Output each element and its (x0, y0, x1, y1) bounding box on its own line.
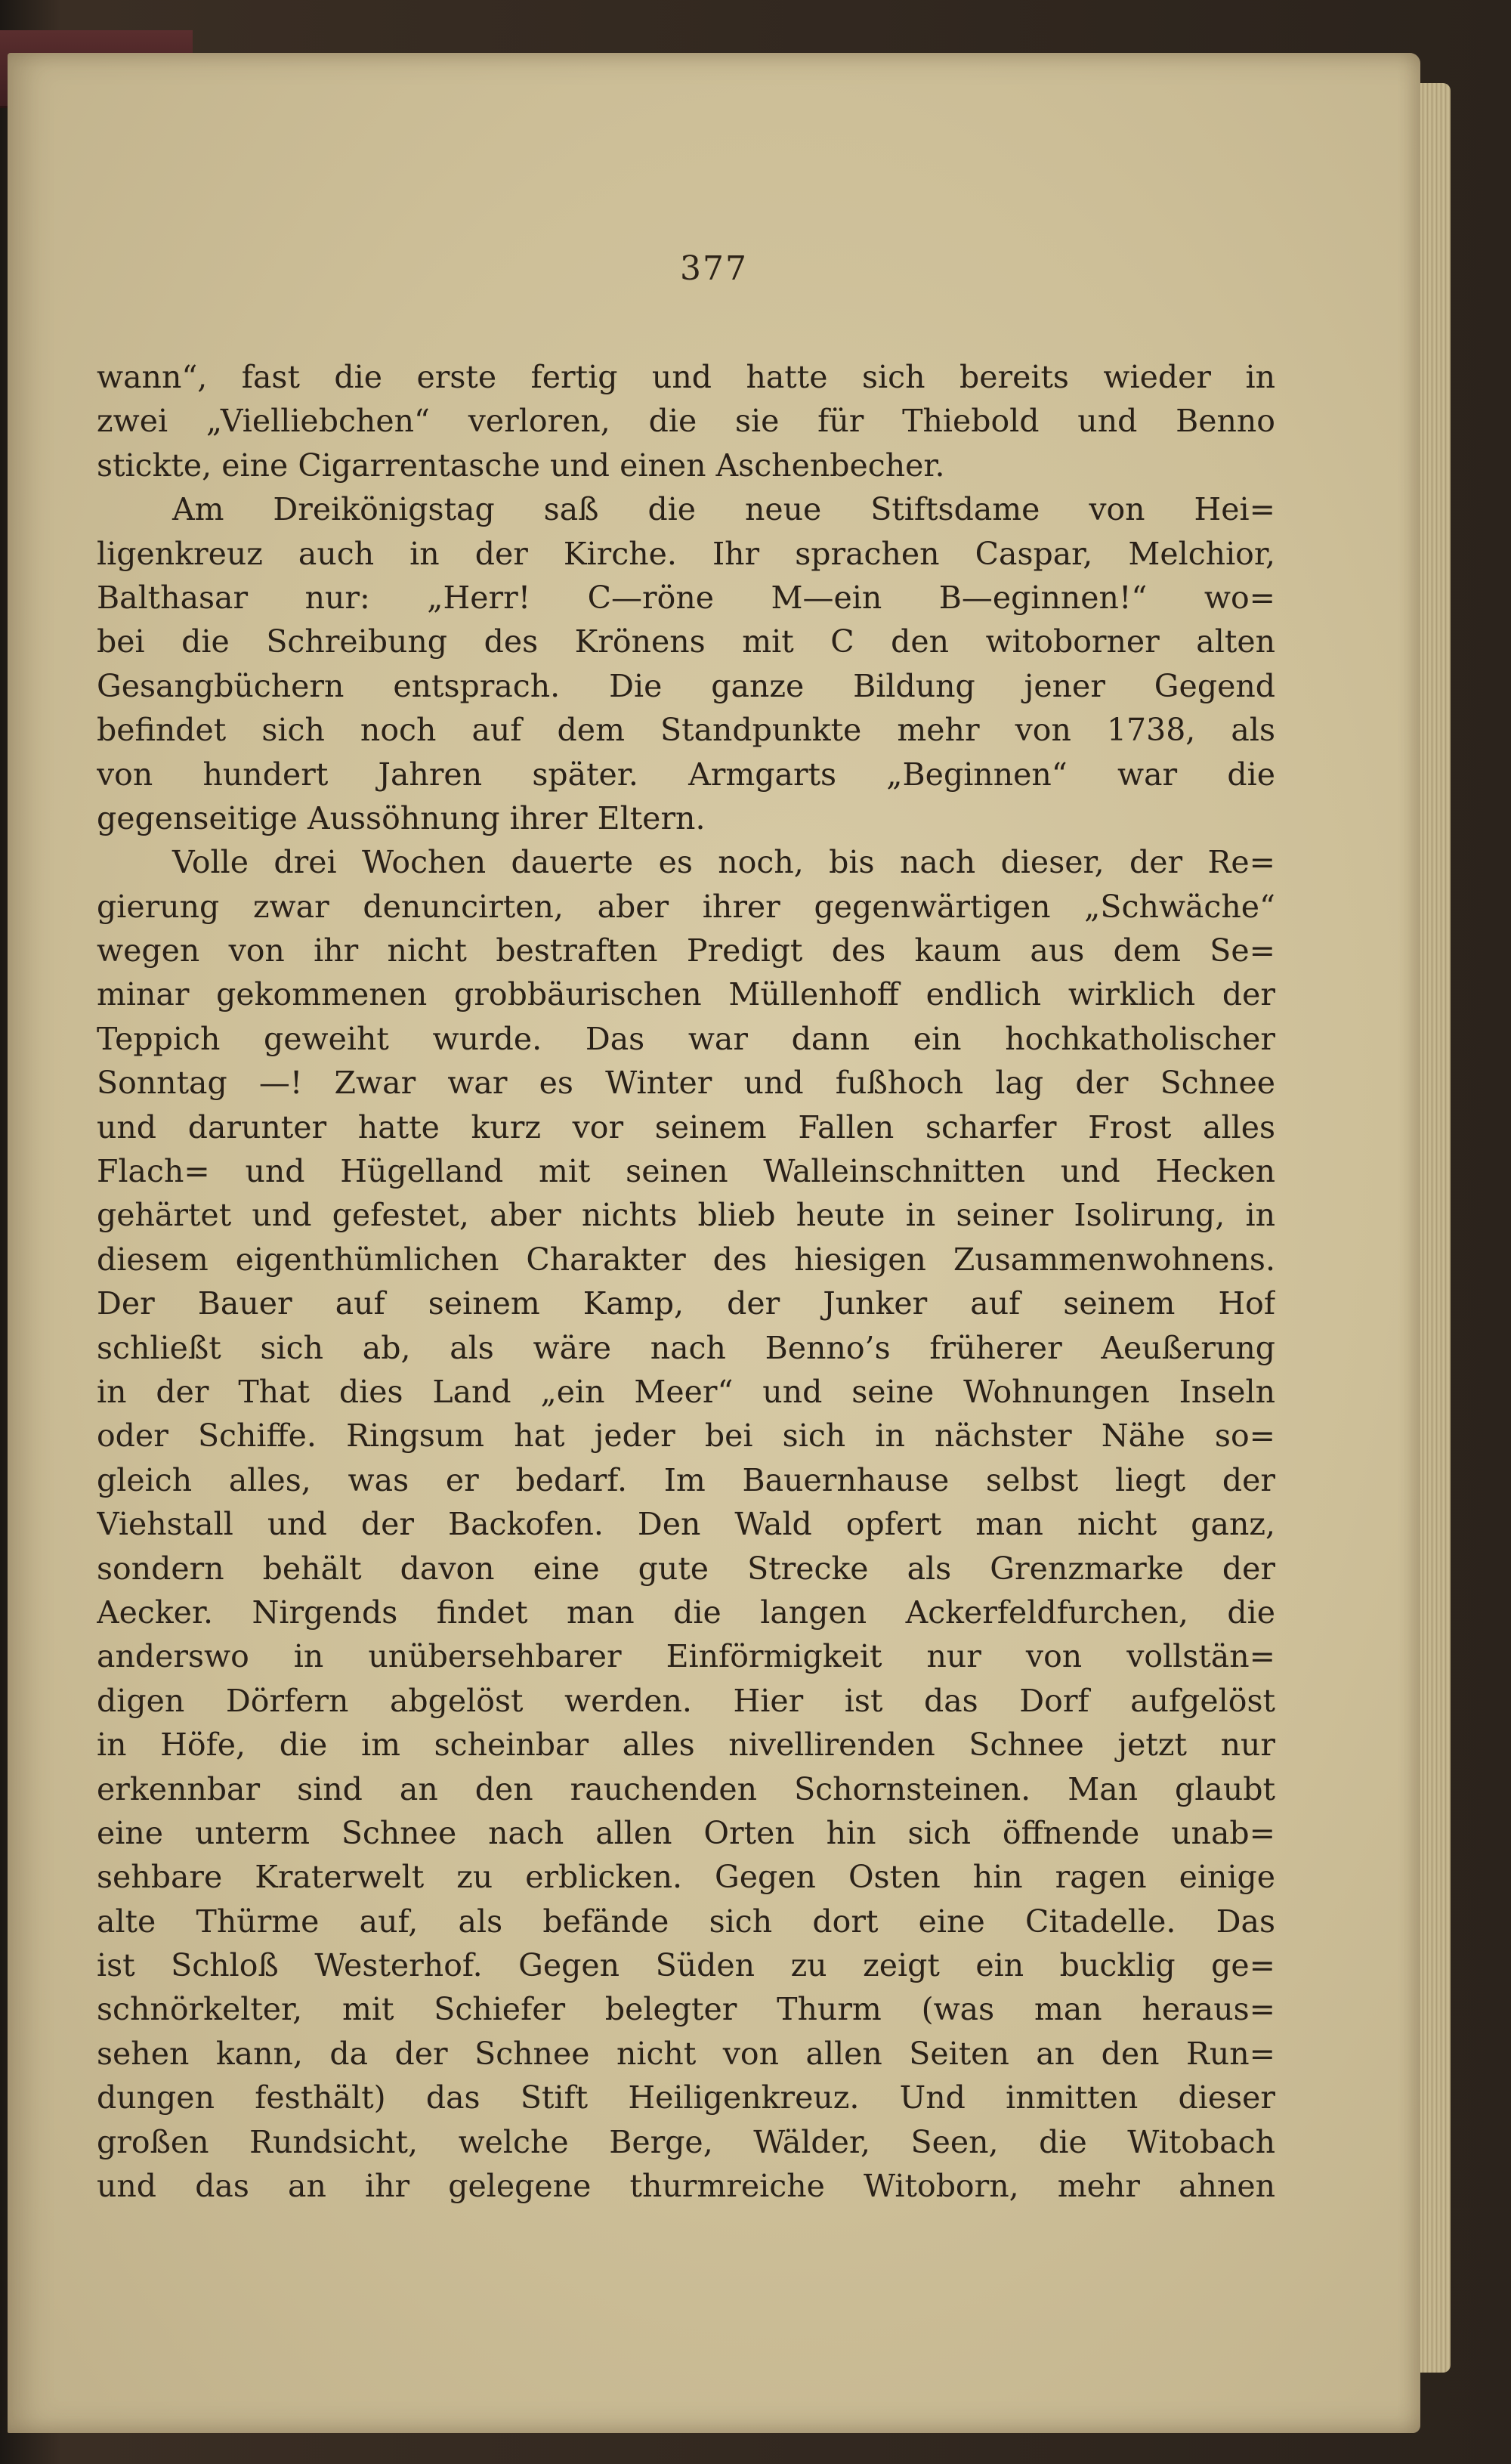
text-line: gleich alles, was er bedarf. Im Bauernhause selbst liegt der (97, 1461, 1275, 1498)
text-line: Balthasar nur: „Herr! C—röne M—ein B—eginnen!“ wo= (97, 579, 1275, 616)
text-line: in der That dies Land „ein Meer“ und seine Wohnungen Inseln (97, 1373, 1275, 1410)
text-line: sehen kann, da der Schnee nicht von allen Seiten an den Run= (97, 2035, 1275, 2072)
text-line: Teppich geweiht wurde. Das war dann ein hochkatholischer (97, 1020, 1275, 1057)
text-line: Am Dreikönigstag saß die neue Stiftsdame von Hei= (172, 491, 1275, 528)
text-line: schnörkelter, mit Schiefer belegter Thurm (was man heraus= (97, 1991, 1275, 2028)
text-line: dungen festhält) das Stift Heiligenkreuz. Und inmitten dieser (97, 2079, 1275, 2116)
text-line: diesem eigenthümlichen Charakter des hiesigen Zusammenwohnens. (97, 1241, 1275, 1278)
text-line: schließt sich ab, als wäre nach Benno’s früherer Aeußerung (97, 1329, 1275, 1366)
text-line: oder Schiffe. Ringsum hat jeder bei sich in nächster Nähe so= (97, 1417, 1275, 1455)
text-line: großen Rundsicht, welche Berge, Wälder, Seen, die Witobach (97, 2123, 1275, 2160)
text-line: Flach= und Hügelland mit seinen Walleinschnitten und Hecken (97, 1153, 1275, 1190)
text-line: anderswo in unübersehbarer Einförmigkeit nur von vollstän= (97, 1638, 1275, 1675)
text-line: erkennbar sind an den rauchenden Schornsteinen. Man glaubt (97, 1770, 1275, 1807)
text-line: gegenseitige Aussöhnung ihrer Eltern. (97, 799, 706, 836)
text-line: Volle drei Wochen dauerte es noch, bis nach dieser, der Re= (172, 844, 1275, 881)
text-line: zwei „Vielliebchen“ verloren, die sie für Thiebold und Benno (97, 403, 1275, 440)
text-line: und das an ihr gelegene thurmreiche Witoborn, mehr ahnen (97, 2168, 1275, 2205)
text-line: in Höfe, die im scheinbar alles nivellirenden Schnee jetzt nur (97, 1727, 1275, 1764)
text-line: Viehstall und der Backofen. Den Wald opfert man nicht ganz, (97, 1506, 1275, 1543)
text-line: Sonntag —! Zwar war es Winter und fußhoch lag der Schnee (97, 1065, 1275, 1102)
text-line: alte Thürme auf, als befände sich dort eine Citadelle. Das (97, 1903, 1275, 1940)
text-line: wann“, fast die erste fertig und hatte sich bereits wieder in (97, 359, 1275, 395)
text-line: von hundert Jahren später. Armgarts „Beginnen“ war die (97, 756, 1275, 793)
page-number: 377 (680, 249, 748, 288)
text-line: eine unterm Schnee nach allen Orten hin sich öffnende unab= (97, 1814, 1275, 1851)
text-line: minar gekommenen grobbäurischen Müllenhoff endlich wirklich der (97, 976, 1275, 1013)
text-line: ist Schloß Westerhof. Gegen Süden zu zeigt ein bucklig ge= (97, 1947, 1275, 1984)
text-line: gierung zwar denuncirten, aber ihrer gegenwärtigen „Schwäche“ (97, 888, 1275, 925)
text-line: Der Bauer auf seinem Kamp, der Junker auf seinem Hof (97, 1285, 1275, 1322)
text-line: stickte, eine Cigarrentasche und einen Aschenbecher. (97, 447, 945, 484)
text-line: Gesangbüchern entsprach. Die ganze Bildung jener Gegend (97, 667, 1275, 704)
text-line: bei die Schreibung des Krönens mit C den witoborner alten (97, 623, 1275, 660)
text-line: ligenkreuz auch in der Kirche. Ihr sprachen Caspar, Melchior, (97, 535, 1275, 572)
text-line: Aecker. Nirgends findet man die langen Ackerfeldfurchen, die (97, 1594, 1275, 1631)
text-line: wegen von ihr nicht bestraften Predigt des kaum aus dem Se= (97, 932, 1275, 969)
text-line: befindet sich noch auf dem Standpunkte mehr von 1738, als (97, 712, 1275, 749)
text-line: gehärtet und gefestet, aber nichts blieb heute in seiner Isolirung, in (97, 1197, 1275, 1234)
text-line: sondern behält davon eine gute Strecke als Grenzmarke der (97, 1550, 1275, 1587)
text-line: sehbare Kraterwelt zu erblicken. Gegen Osten hin ragen einige (97, 1859, 1275, 1896)
book-page (8, 53, 1420, 2433)
text-line: digen Dörfern abgelöst werden. Hier ist das Dorf aufgelöst (97, 1682, 1275, 1719)
text-line: und darunter hatte kurz vor seinem Fallen scharfer Frost alles (97, 1108, 1275, 1145)
body-text (97, 355, 1275, 2208)
